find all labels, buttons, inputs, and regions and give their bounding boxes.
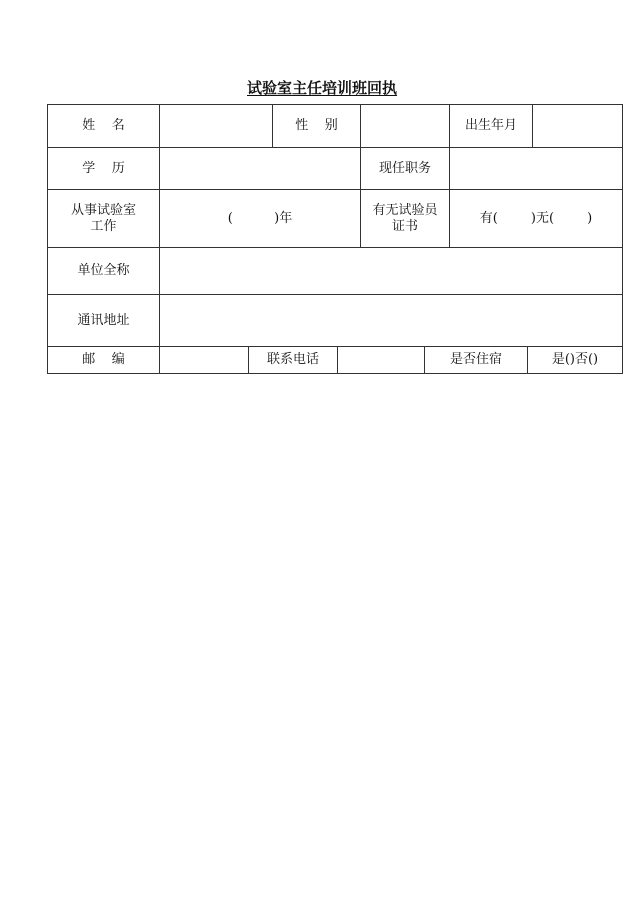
form-title: 试验室主任培训班回执	[246, 79, 397, 97]
address-field[interactable]	[160, 295, 622, 346]
name-label: 姓 名	[82, 118, 125, 133]
lab-work-label-line1: 从事试验室	[70, 202, 136, 218]
address-label: 通讯地址	[77, 312, 130, 328]
postcode-field[interactable]	[160, 347, 248, 373]
table-border-right	[622, 104, 623, 374]
position-field[interactable]	[450, 148, 622, 189]
lab-work-label	[48, 190, 159, 247]
gender-label: 性 别	[295, 118, 338, 133]
birth-date-label: 出生年月	[464, 118, 517, 133]
registration-form-table	[47, 104, 623, 374]
lab-work-label-line2: 工作	[90, 218, 117, 234]
unit-name-label: 单位全称	[77, 263, 130, 278]
postcode-label: 邮 编	[82, 352, 125, 367]
lab-work-years-field[interactable]: ( )年	[227, 210, 293, 226]
name-field[interactable]	[160, 105, 272, 147]
lodging-label: 是否住宿	[449, 352, 502, 367]
phone-label: 联系电话	[266, 352, 319, 367]
position-label: 现任职务	[378, 160, 431, 176]
education-label: 学 历	[82, 160, 125, 176]
table-border-bottom	[47, 373, 623, 374]
certificate-label-line2: 证书	[391, 218, 418, 234]
lodging-choice-field[interactable]: 是()否()	[551, 352, 599, 367]
certificate-label-line1: 有无试验员	[372, 202, 438, 218]
unit-name-field[interactable]	[160, 248, 622, 294]
certificate-label	[361, 190, 449, 247]
birth-date-field[interactable]	[533, 105, 622, 147]
phone-field[interactable]	[338, 347, 424, 373]
certificate-choice-field[interactable]: 有( )无( )	[479, 210, 593, 226]
education-field[interactable]	[160, 148, 360, 189]
gender-field[interactable]	[361, 105, 449, 147]
